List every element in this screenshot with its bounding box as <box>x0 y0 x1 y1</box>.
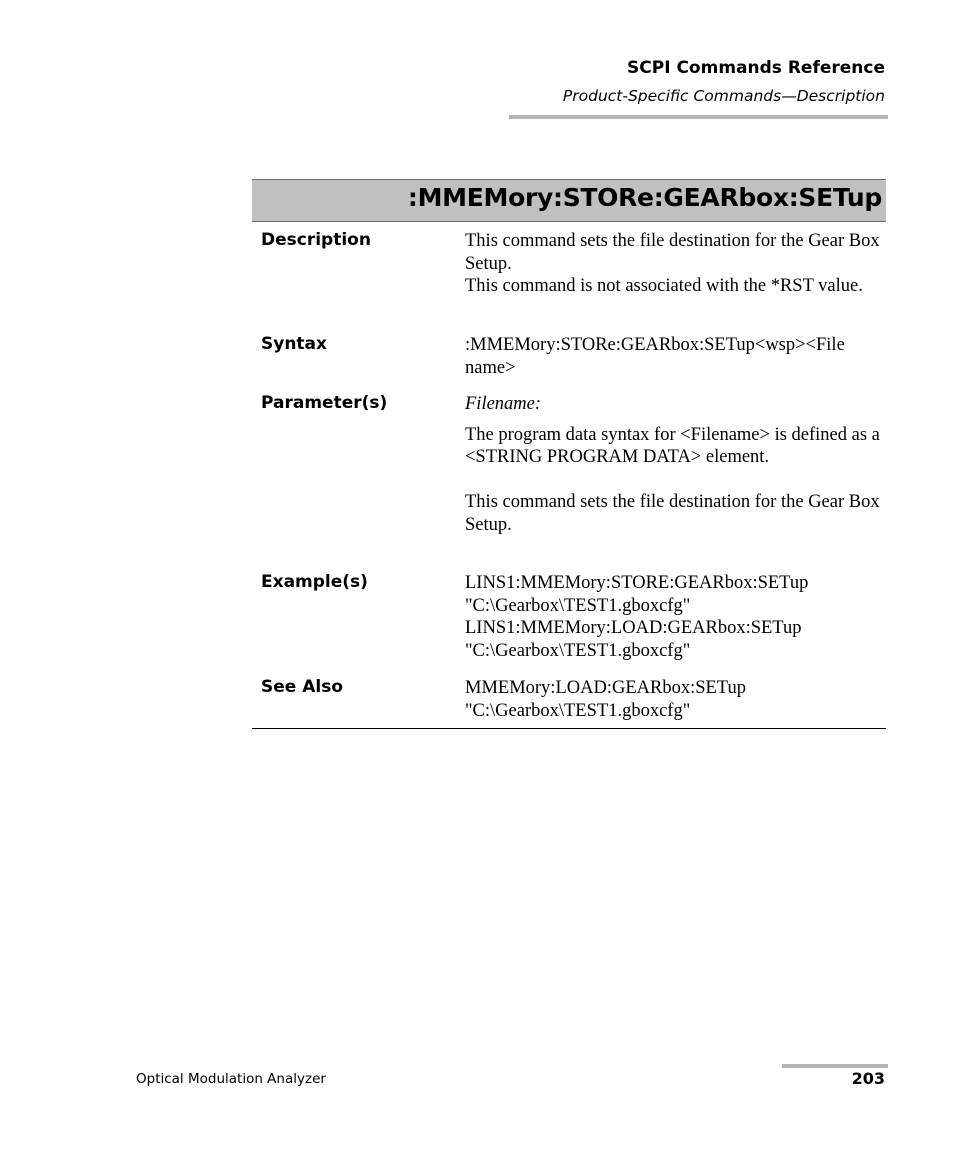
command-title: :MMEMory:STORe:GEARbox:SETup <box>407 183 882 212</box>
syntax-line: :MMEMory:STORe:GEARbox:SETup<wsp><File name> <box>465 335 845 378</box>
command-banner <box>252 179 886 222</box>
parameter-name: Filename: <box>465 394 542 414</box>
header-subtitle: Product-Specific Commands—Description <box>562 87 885 105</box>
page-number: 203 <box>851 1069 885 1088</box>
description-line: This command sets the file destination for the Gear Box Setup. <box>465 231 880 274</box>
parameters-text <box>465 393 885 536</box>
description-text <box>465 230 885 298</box>
examples-text <box>465 572 825 662</box>
syntax-label: Syntax <box>261 334 327 354</box>
parameter-note: This command sets the file destination for the Gear Box Setup. <box>465 492 880 535</box>
header-title: SCPI Commands Reference <box>627 58 885 78</box>
footer-rule <box>782 1064 888 1068</box>
see-also-label: See Also <box>261 677 344 697</box>
table-bottom-rule <box>252 728 886 729</box>
see-also-text <box>465 677 765 722</box>
syntax-text <box>465 334 885 379</box>
examples-label: Example(s) <box>261 572 368 592</box>
parameter-description: The program data syntax for <Filename> is defined as a <STRING PROGRAM DATA> element. <box>465 424 880 467</box>
description-label: Description <box>261 230 371 250</box>
example-line: LINS1:MMEMory:STORE:GEARbox:SETup "C:\Gearbox\TEST1.gboxcfg" <box>465 573 809 616</box>
header-rule <box>509 115 888 119</box>
description-line: This command is not associated with the *RST value. <box>465 276 863 296</box>
parameters-label: Parameter(s) <box>261 393 388 413</box>
see-also-line: MMEMory:LOAD:GEARbox:SETup "C:\Gearbox\TEST1.gboxcfg" <box>465 678 746 721</box>
footer-product: Optical Modulation Analyzer <box>136 1071 326 1087</box>
example-line: LINS1:MMEMory:LOAD:GEARbox:SETup "C:\Gearbox\TEST1.gboxcfg" <box>465 618 802 661</box>
